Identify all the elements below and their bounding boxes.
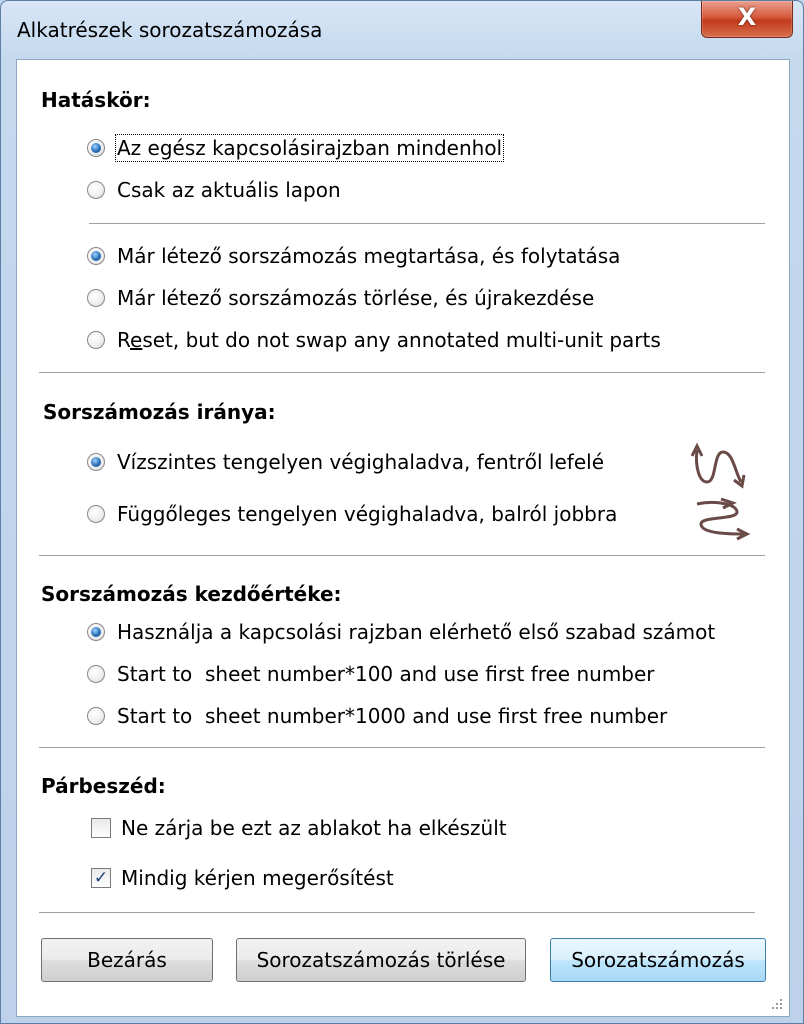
option-label: Függőleges tengelyen végighaladva, balról jobbra xyxy=(117,502,618,526)
start-value-heading: Sorszámozás kezdőértéke: xyxy=(41,582,342,606)
separator xyxy=(39,912,755,914)
resize-grip-icon[interactable] xyxy=(769,996,783,1010)
window-close-button[interactable] xyxy=(701,1,793,38)
radio-button[interactable] xyxy=(87,289,105,307)
radio-button[interactable] xyxy=(87,707,105,725)
option-label: Csak az aktuális lapon xyxy=(117,178,341,202)
option-label: Start to sheet number*100 and use first free number xyxy=(117,662,655,686)
radio-button[interactable] xyxy=(87,505,105,523)
dialog-content xyxy=(16,59,790,1017)
option-label: Az egész kapcsolásirajzban mindenhol xyxy=(117,136,503,160)
scope-option-current-sheet[interactable] xyxy=(87,178,341,202)
start-option-sheet-1000[interactable] xyxy=(87,704,667,728)
option-label: Használja a kapcsolási rajzban elérhető első szabad számot xyxy=(117,620,716,644)
option-always-confirm[interactable] xyxy=(91,866,394,890)
separator xyxy=(39,372,765,374)
direction-option-horizontal[interactable] xyxy=(87,450,604,474)
scope-option-whole-schematic[interactable] xyxy=(87,136,502,160)
option-label: Ne zárja be ezt az ablakot ha elkészült xyxy=(121,816,507,840)
direction-heading: Sorszámozás iránya: xyxy=(43,400,276,424)
radio-button[interactable] xyxy=(87,331,105,349)
option-label: Mindig kérjen megerősítést xyxy=(121,866,394,890)
close-icon: X xyxy=(737,3,757,31)
radio-button[interactable] xyxy=(87,453,105,471)
direction-option-vertical[interactable] xyxy=(87,502,617,526)
separator xyxy=(39,747,765,749)
start-option-first-free[interactable] xyxy=(87,620,715,644)
mode-option-reset-no-swap[interactable] xyxy=(87,328,661,352)
option-label: Reset, but do not swap any annotated multi-unit parts xyxy=(117,328,661,352)
separator xyxy=(89,223,765,225)
window-title: Alkatrészek sorozatszámozása xyxy=(17,18,323,42)
radio-button[interactable] xyxy=(87,665,105,683)
option-keep-window-open[interactable] xyxy=(91,816,507,840)
start-option-sheet-100[interactable] xyxy=(87,662,655,686)
mode-option-reset-existing[interactable] xyxy=(87,286,594,310)
option-label: Vízszintes tengelyen végighaladva, fentről lefelé xyxy=(117,450,605,474)
clear-annotation-button[interactable]: Sorozatszámozás törlése xyxy=(236,938,526,982)
vertical-order-icon xyxy=(691,496,751,542)
radio-button[interactable] xyxy=(87,181,105,199)
horizontal-order-icon xyxy=(689,442,749,492)
dialog-heading: Párbeszéd: xyxy=(41,774,166,798)
separator xyxy=(39,555,765,557)
option-label: Start to sheet number*1000 and use first free number xyxy=(117,704,668,728)
radio-button[interactable] xyxy=(87,139,105,157)
checkbox[interactable]: ✓ xyxy=(91,868,111,888)
option-label: Már létező sorszámozás törlése, és újrakezdése xyxy=(117,286,595,310)
mode-option-keep-existing[interactable] xyxy=(87,244,620,268)
radio-button[interactable] xyxy=(87,623,105,641)
option-label: Már létező sorszámozás megtartása, és folytatása xyxy=(117,244,621,268)
checkbox[interactable] xyxy=(91,818,111,838)
annotate-button[interactable]: Sorozatszámozás xyxy=(550,938,766,982)
radio-button[interactable] xyxy=(87,247,105,265)
scope-heading: Hatáskör: xyxy=(41,88,151,112)
close-button[interactable]: Bezárás xyxy=(41,938,213,982)
